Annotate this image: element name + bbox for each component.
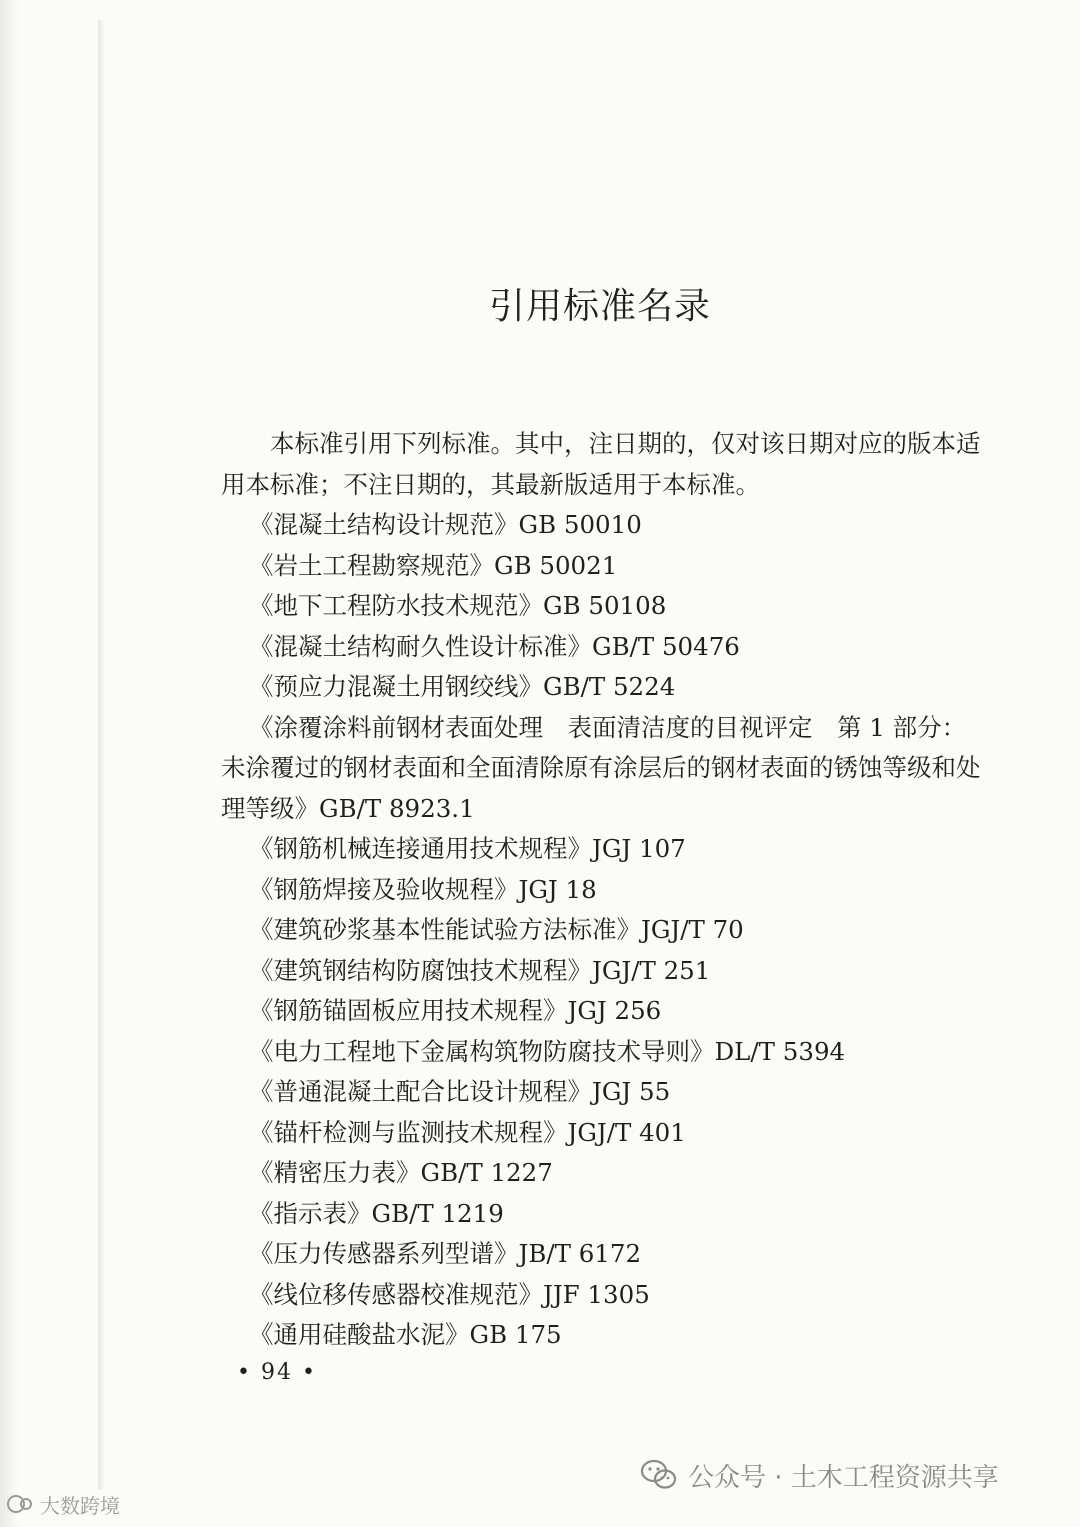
page-number: • 94 •: [237, 1360, 317, 1385]
reference-item: 《混凝土结构设计规范》GB 50010: [249, 510, 642, 539]
page-left-edge: [0, 0, 18, 1527]
watermark-brand: [6, 1490, 120, 1518]
reference-item: 《钢筋焊接及验收规程》JGJ 18: [249, 874, 597, 904]
page-title-text: 引用标准名录: [488, 286, 711, 327]
reference-item: 《建筑钢结构防腐蚀技术规程》JGJ/T 251: [249, 955, 711, 985]
page-title: [0, 278, 1080, 329]
reference-item: 《混凝土结构耐久性设计标准》GB/T 50476: [249, 631, 740, 661]
watermark-wechat-text: 公众号 · 土木工程资源共享: [688, 1462, 999, 1493]
reference-item: 《精密压力表》GB/T 1227: [249, 1158, 553, 1187]
intro-paragraph: 本标准引用下列标准。其中，注日期的，仅对该日期对应的版本适用本标准；不注日期的，其最新版适用于本标准。: [221, 429, 981, 499]
page-gutter: [98, 20, 104, 1490]
reference-item: 《锚杆检测与监测技术规程》JGJ/T 401: [249, 1117, 686, 1147]
brand-logo-icon: [6, 1492, 36, 1516]
watermark-wechat: [640, 1455, 999, 1495]
watermark-brand-text: 大数跨境: [40, 1493, 120, 1518]
reference-item: 《建筑砂浆基本性能试验方法标准》JGJ/T 70: [249, 915, 744, 944]
reference-item: 《钢筋机械连接通用技术规程》JGJ 107: [249, 834, 686, 863]
document-body: [221, 424, 983, 1356]
wechat-icon: [640, 1459, 678, 1491]
reference-item: 《岩土工程勘察规范》GB 50021: [249, 550, 618, 580]
reference-item: 《电力工程地下金属构筑物防腐技术导则》DL/T 5394: [249, 1036, 846, 1066]
reference-item: 《线位移传感器校准规范》JJF 1305: [249, 1279, 650, 1309]
reference-item: 《钢筋锚固板应用技术规程》JGJ 256: [249, 996, 662, 1025]
reference-item: 《涂覆涂料前钢材表面处理 表面清洁度的目视评定 第 1 部分：未涂覆过的钢材表面和全面清除原有涂层后的钢材表面的锈蚀等级和处理等级》GB/T 8923.1: [221, 712, 981, 823]
reference-item: 《指示表》GB/T 1219: [249, 1198, 504, 1228]
reference-item: 《通用硅酸盐水泥》GB 175: [249, 1320, 562, 1349]
reference-item: 《普通混凝土配合比设计规程》JGJ 55: [249, 1077, 671, 1106]
reference-item: 《预应力混凝土用钢绞线》GB/T 5224: [249, 672, 676, 701]
reference-item: 《压力传感器系列型谱》JB/T 6172: [249, 1239, 642, 1268]
reference-item: 《地下工程防水技术规范》GB 50108: [249, 591, 667, 620]
